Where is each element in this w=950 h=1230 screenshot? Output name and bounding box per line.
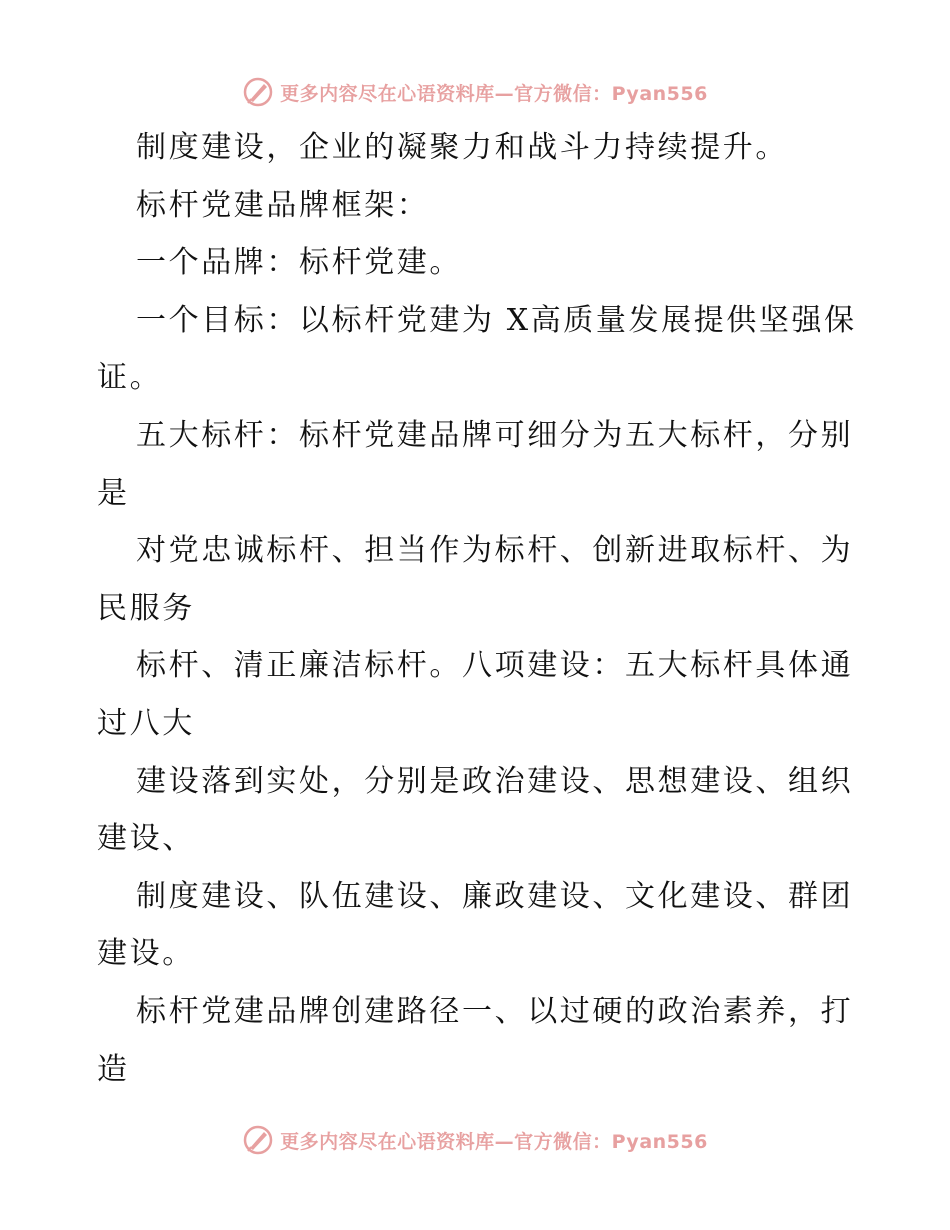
paragraph: 标杆党建品牌创建路径一、以过硬的政治素养，打造 [97, 993, 854, 1087]
paragraph: 一个目标：以标杆党建为 X高质量发展提供坚强保证。 [97, 302, 857, 396]
paragraph: 标杆、清正廉洁标杆。八项建设：五大标杆具体通过八大 [97, 648, 854, 741]
paragraph: 标杆党建品牌框架： [136, 187, 430, 223]
paragraph: 对党忠诚标杆、担当作为标杆、创新进取标杆、为民服务 [97, 533, 854, 626]
paragraph: 制度建设、队伍建设、廉政建设、文化建设、群团建设。 [97, 878, 854, 972]
paragraph: 制度建设，企业的凝聚力和战斗力持续提升。 [136, 130, 788, 165]
watermark-text: 更多内容尽在心语资料库—官方微信：Pyan556 [280, 1130, 708, 1153]
paragraph: 建设落到实处，分别是政治建设、思想建设、组织建设、 [97, 763, 854, 857]
paragraph: 五大标杆：标杆党建品牌可细分为五大标杆，分别是 [97, 417, 854, 511]
quill-logo-icon [242, 1124, 274, 1156]
quill-logo-icon [242, 76, 274, 108]
header-watermark [0, 72, 950, 112]
paragraph: 一个品牌：标杆党建。 [136, 245, 462, 281]
document-body [97, 119, 867, 1098]
footer-watermark [0, 1120, 950, 1160]
watermark-text: 更多内容尽在心语资料库—官方微信：Pyan556 [280, 82, 708, 105]
